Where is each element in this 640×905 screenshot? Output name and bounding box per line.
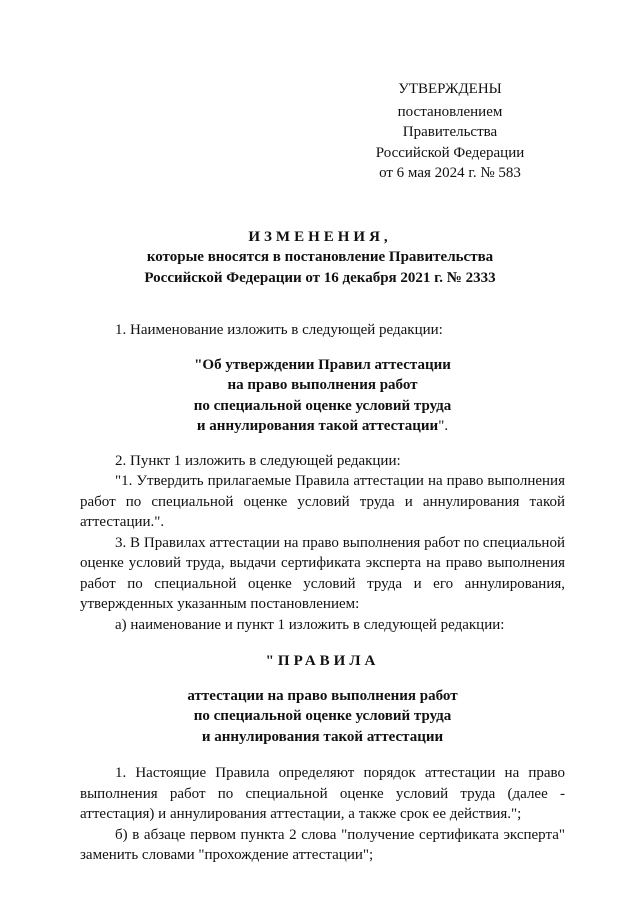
rules-subtitle (80, 686, 565, 748)
approval-stamp-block (350, 79, 550, 184)
item-1-quote-line-2: на право выполнения работ (227, 377, 418, 393)
item-1-quote (80, 355, 565, 437)
item-2-quote: "1. Утвердить прилагаемые Правила аттестации на право выполнения работ по специальной оценке условий труда и аннулирования такой аттестации.". (80, 473, 565, 530)
item-1-quote-line-4: и аннулирования такой аттестации". (196, 418, 449, 434)
document-title: ИЗМЕНЕНИЯ, (248, 229, 392, 245)
item-3a-text: а) наименование и пункт 1 изложить в следующей редакции: (115, 616, 505, 633)
approved-by-line: постановлением Правительства (397, 103, 503, 140)
approved-date-line: от 6 мая 2024 г. № 583 (379, 165, 521, 181)
item-1-quote-line-1: "Об утверждении Правил аттестации (194, 356, 451, 373)
approved-heading: УТВЕРЖДЕНЫ (398, 81, 502, 97)
subtitle-line-1: которые вносятся в постановление Правительства (146, 249, 494, 265)
rules-subtitle-line-1: аттестации на право выполнения работ (187, 687, 458, 704)
subtitle-line-2: Российской Федерации от 16 декабря 2021 г. № 2333 (144, 269, 496, 286)
item-2-text: 2. Пункт 1 изложить в следующей редакции: (115, 452, 401, 469)
approved-country-line: Российской Федерации (375, 144, 525, 161)
document-subtitle (0, 247, 640, 288)
item-1-quote-line-3: по специальной оценке условий труда (193, 397, 452, 414)
rules-subtitle-line-2: по специальной оценке условий труда (193, 708, 452, 724)
document-body (80, 320, 565, 866)
rule-1-text: 1. Настоящие Правила определяют порядок аттестации на право выполнения работ по специальной оценке условий труда (далее - аттестация) и аннулирования аттестации, а также срок ее действия."; (80, 765, 565, 822)
rules-subtitle-line-3: и аннулирования такой аттестации (201, 728, 444, 745)
item-b-text: б) в абзаце первом пункта 2 слова "получение сертификата эксперта" заменить словами "прохождение аттестации"; (80, 826, 565, 863)
item-1-text: 1. Наименование изложить в следующей редакции: (115, 322, 443, 338)
rules-title: "ПРАВИЛА (265, 653, 380, 669)
item-3-text: 3. В Правилах аттестации на право выполнения работ по специальной оценке условий труда, выдачи сертификата эксперта на право выполнения работ по специальной оценке условий труда и его аннулирования, утвержденных указанным постановлением: (80, 534, 565, 612)
